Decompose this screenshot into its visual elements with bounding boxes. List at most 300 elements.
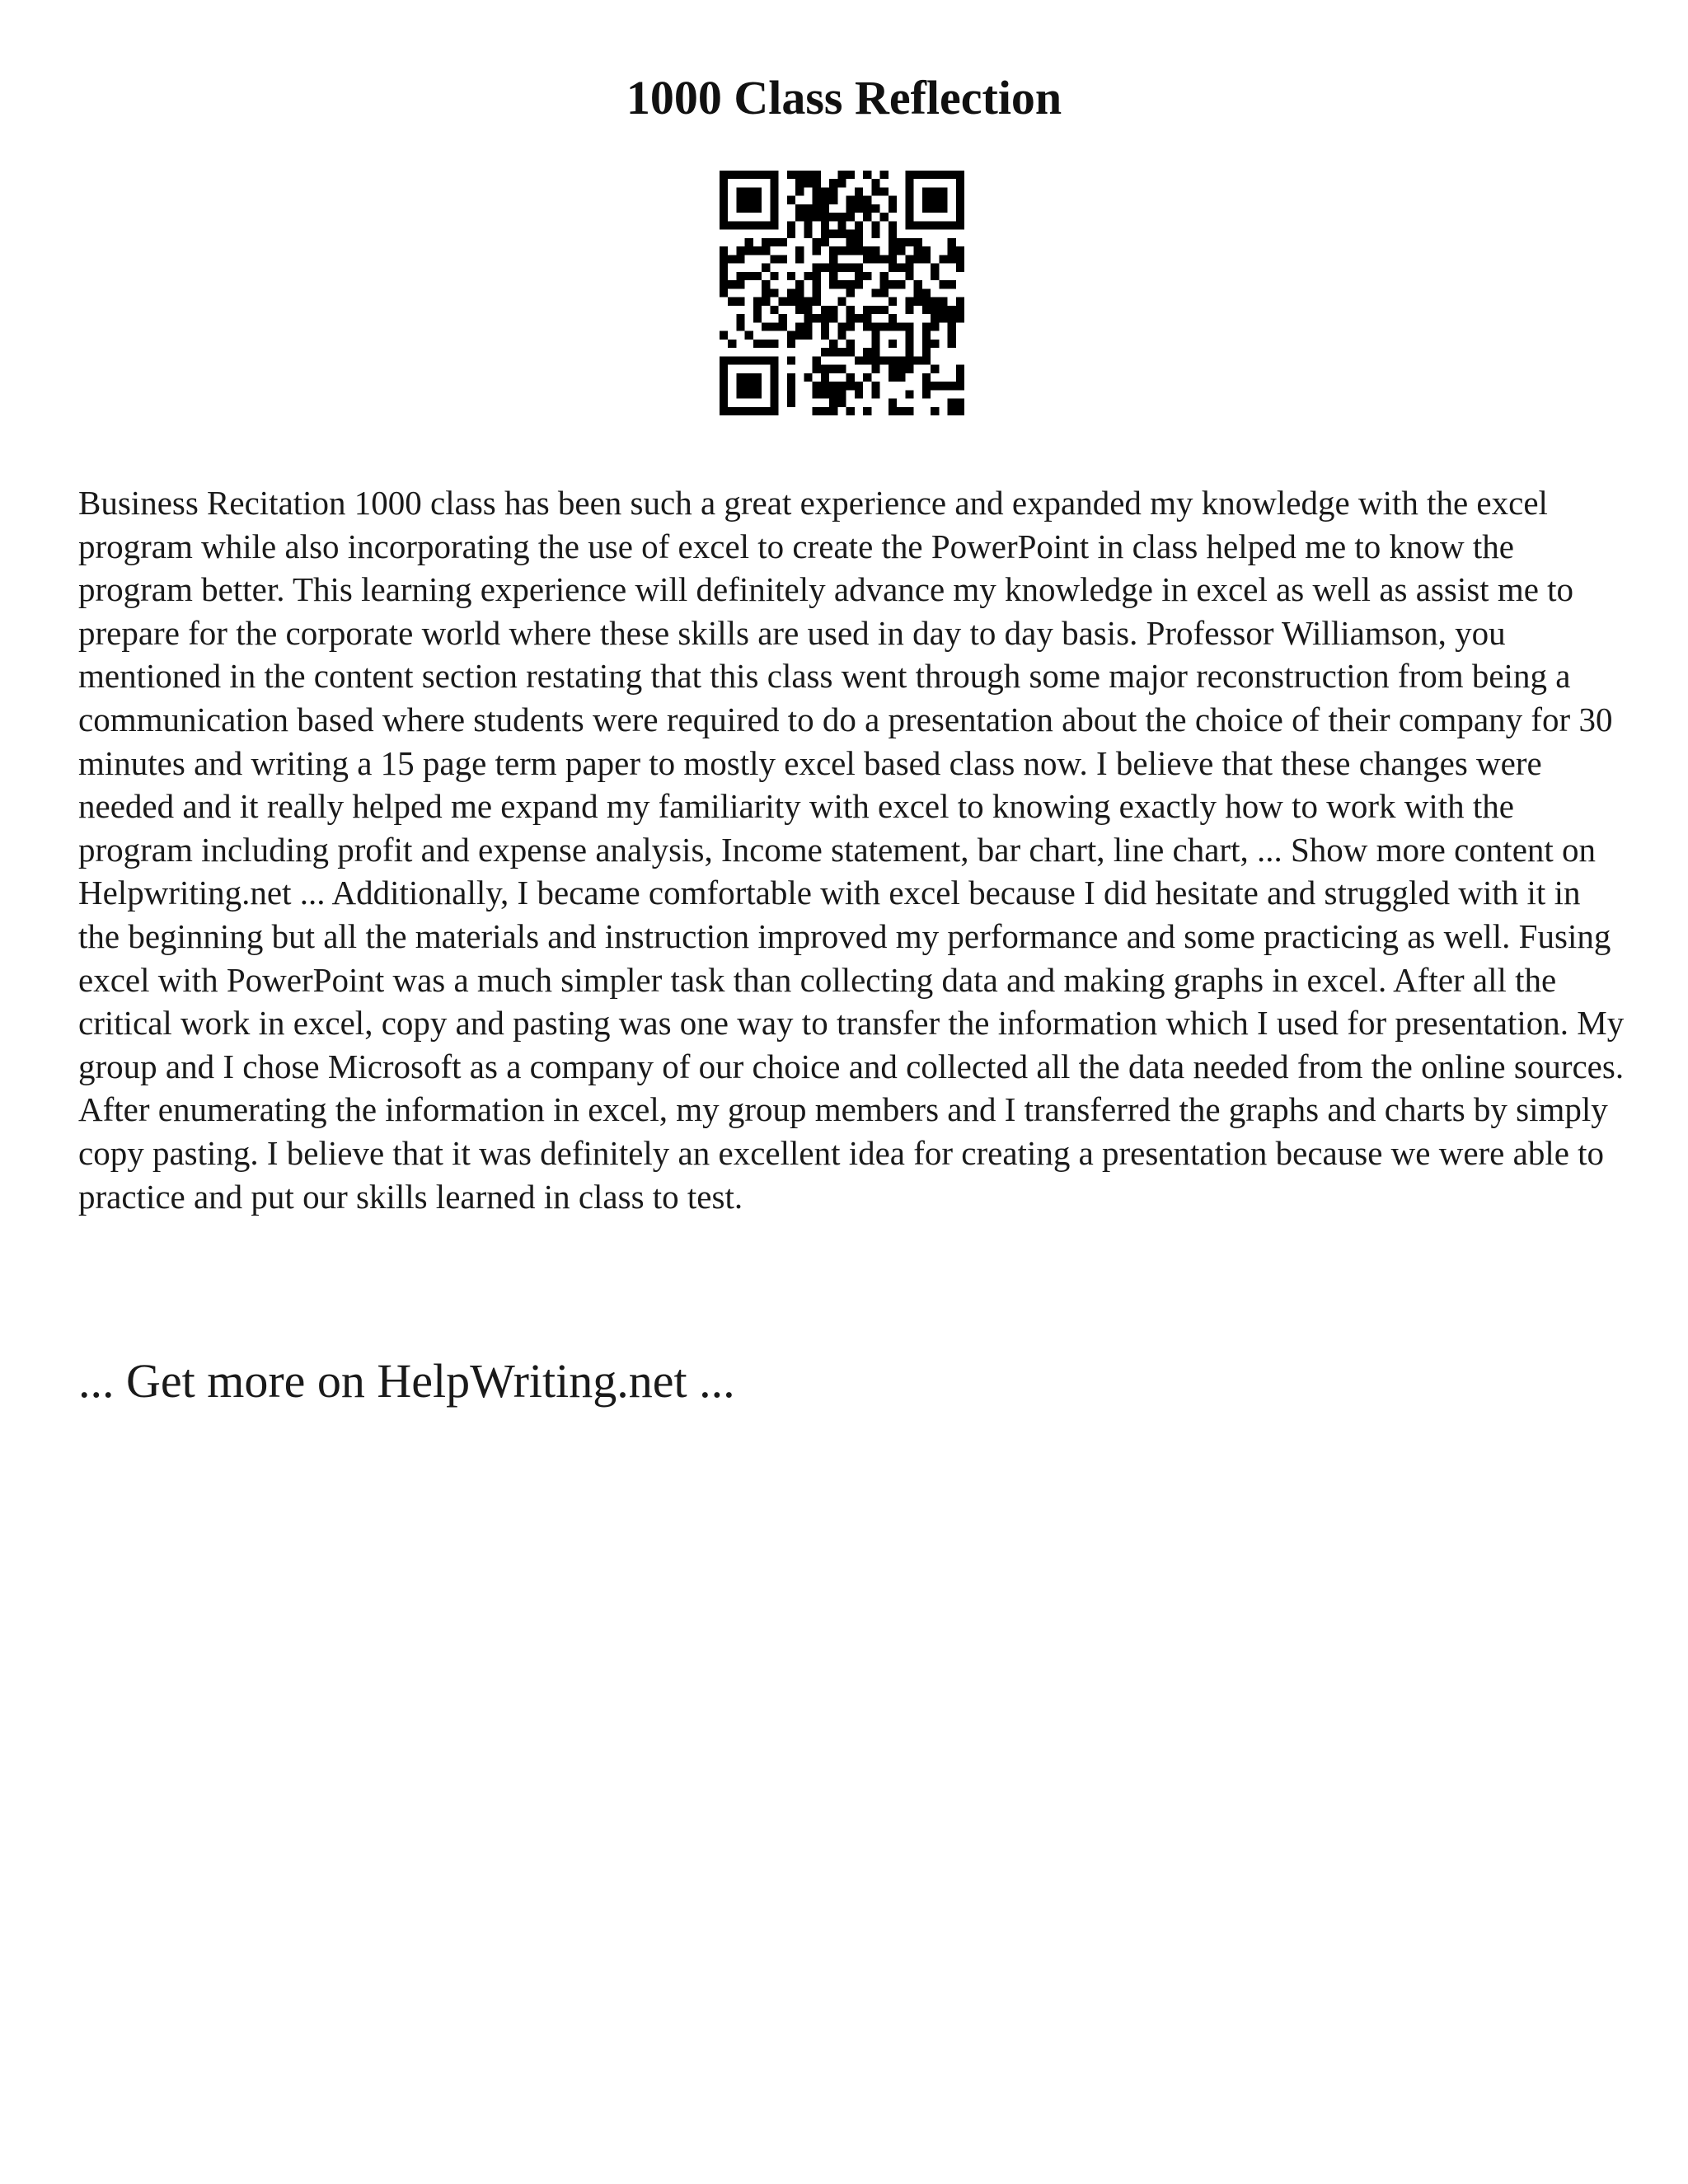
qr-module (948, 280, 956, 288)
qr-module (745, 246, 753, 255)
qr-module (745, 196, 753, 204)
qr-module (813, 407, 821, 415)
qr-module (889, 230, 897, 238)
qr-module (846, 204, 855, 213)
qr-module (770, 171, 778, 179)
qr-module (795, 298, 804, 306)
qr-module (931, 407, 939, 415)
qr-module (804, 298, 812, 306)
qr-module (905, 365, 913, 373)
qr-module (931, 171, 939, 179)
qr-module (880, 187, 889, 195)
qr-module (880, 288, 889, 297)
qr-module (889, 246, 897, 255)
qr-module (728, 171, 736, 179)
qr-module (804, 331, 812, 340)
qr-module (889, 407, 897, 415)
qr-module (770, 179, 778, 187)
qr-module (871, 340, 879, 348)
qr-module (813, 238, 821, 246)
qr-module (753, 272, 762, 280)
qr-module (770, 204, 778, 213)
qr-module (821, 322, 829, 330)
qr-module (922, 373, 931, 382)
qr-module (863, 171, 871, 179)
qr-module (821, 365, 829, 373)
qr-module (821, 306, 829, 314)
qr-module (804, 179, 812, 187)
qr-module (914, 288, 922, 297)
qr-module (846, 348, 855, 356)
qr-module (931, 221, 939, 229)
qr-module (880, 272, 889, 280)
qr-module (880, 171, 889, 179)
qr-module (837, 213, 846, 221)
qr-module (770, 356, 778, 364)
qr-module (795, 204, 804, 213)
qr-module (821, 373, 829, 382)
qr-module (939, 382, 947, 390)
qr-module (736, 298, 744, 306)
qr-module (863, 306, 871, 314)
qr-module (922, 306, 931, 314)
qr-module (931, 322, 939, 330)
qr-module (889, 298, 897, 306)
qr-module (762, 171, 770, 179)
qr-module (871, 365, 879, 373)
qr-module (855, 238, 863, 246)
qr-module (939, 298, 947, 306)
qr-module (863, 255, 871, 263)
qr-module (871, 204, 879, 213)
qr-module (905, 213, 913, 221)
qr-module (871, 331, 879, 340)
qr-module (914, 238, 922, 246)
qr-module (821, 382, 829, 390)
qr-module (880, 306, 889, 314)
qr-module (931, 187, 939, 195)
qr-module (863, 356, 871, 364)
qr-module (922, 340, 931, 348)
qr-module (922, 204, 931, 213)
qr-module (720, 179, 728, 187)
qr-module (736, 272, 744, 280)
qr-module (829, 382, 837, 390)
qr-module (813, 272, 821, 280)
qr-module (889, 196, 897, 204)
qr-module (939, 204, 947, 213)
qr-module (762, 340, 770, 348)
qr-module (787, 196, 795, 204)
qr-module (948, 340, 956, 348)
qr-module (922, 171, 931, 179)
qr-module (753, 221, 762, 229)
qr-module (905, 264, 913, 272)
qr-module (736, 356, 744, 364)
qr-module (745, 204, 753, 213)
qr-module (762, 356, 770, 364)
qr-module (948, 246, 956, 255)
qr-module (770, 322, 778, 330)
qr-module (939, 314, 947, 322)
qr-module (956, 306, 964, 314)
qr-module (871, 390, 879, 398)
qr-module (855, 390, 863, 398)
qr-module (931, 298, 939, 306)
qr-module (813, 204, 821, 213)
qr-module (897, 373, 905, 382)
qr-module (753, 298, 762, 306)
qr-module (745, 356, 753, 364)
get-more-link[interactable]: ... Get more on HelpWriting.net ... (78, 1354, 735, 1408)
qr-module (821, 314, 829, 322)
qr-code-icon (720, 171, 964, 415)
qr-module (922, 331, 931, 340)
qr-module (897, 356, 905, 364)
qr-module (720, 390, 728, 398)
qr-module (804, 306, 812, 314)
qr-module (905, 306, 913, 314)
qr-module (905, 255, 913, 263)
qr-module (770, 399, 778, 407)
qr-module (837, 171, 846, 179)
qr-module (922, 348, 931, 356)
qr-module (837, 331, 846, 340)
qr-module (931, 382, 939, 390)
qr-module (720, 187, 728, 195)
qr-module (804, 213, 812, 221)
qr-module (720, 407, 728, 415)
qr-module (837, 230, 846, 238)
qr-module (720, 196, 728, 204)
qr-module (813, 179, 821, 187)
qr-module (787, 298, 795, 306)
qr-module (855, 280, 863, 288)
qr-module (821, 390, 829, 398)
qr-module (846, 246, 855, 255)
qr-module (863, 314, 871, 322)
qr-module (871, 187, 879, 195)
qr-module (829, 230, 837, 238)
qr-module (804, 171, 812, 179)
qr-module (753, 187, 762, 195)
qr-module (846, 264, 855, 272)
qr-module (948, 221, 956, 229)
qr-module (922, 255, 931, 263)
qr-module (736, 187, 744, 195)
qr-module (804, 272, 812, 280)
qr-module (770, 306, 778, 314)
qr-module (956, 264, 964, 272)
qr-module (939, 196, 947, 204)
qr-module (795, 255, 804, 263)
qr-module (787, 230, 795, 238)
qr-module (720, 272, 728, 280)
qr-module (795, 288, 804, 297)
qr-module (770, 407, 778, 415)
qr-module (821, 407, 829, 415)
qr-module (846, 314, 855, 322)
qr-module (745, 331, 753, 340)
qr-module (762, 280, 770, 288)
qr-module (897, 280, 905, 288)
qr-module (745, 221, 753, 229)
qr-module (948, 382, 956, 390)
qr-module (855, 221, 863, 229)
qr-module (804, 230, 812, 238)
qr-module (795, 280, 804, 288)
qr-module (762, 322, 770, 330)
qr-module (905, 298, 913, 306)
qr-module (855, 246, 863, 255)
qr-module (720, 264, 728, 272)
qr-module (720, 331, 728, 340)
qr-module (889, 365, 897, 373)
qr-module (787, 390, 795, 398)
qr-module (880, 255, 889, 263)
qr-module (863, 196, 871, 204)
qr-module (779, 298, 787, 306)
qr-module (829, 272, 837, 280)
qr-module (770, 390, 778, 398)
qr-module (880, 356, 889, 364)
qr-module (720, 171, 728, 179)
qr-module (728, 298, 736, 306)
qr-module (829, 340, 837, 348)
qr-module (829, 179, 837, 187)
qr-module (922, 390, 931, 398)
qr-module (779, 255, 787, 263)
qr-module (787, 373, 795, 382)
qr-module (846, 171, 855, 179)
page-title: 1000 Class Reflection (626, 70, 1062, 124)
qr-module (880, 280, 889, 288)
qr-module (736, 407, 744, 415)
qr-module (837, 179, 846, 187)
qr-module (855, 196, 863, 204)
qr-module (745, 187, 753, 195)
qr-module (770, 187, 778, 195)
qr-module (813, 356, 821, 364)
qr-module (846, 280, 855, 288)
qr-module (914, 255, 922, 263)
qr-module (871, 255, 879, 263)
qr-module (762, 264, 770, 272)
qr-module (787, 171, 795, 179)
qr-module (855, 356, 863, 364)
qr-module (905, 340, 913, 348)
qr-module (948, 314, 956, 322)
qr-module (948, 322, 956, 330)
qr-module (728, 340, 736, 348)
qr-module (855, 314, 863, 322)
qr-module (871, 221, 879, 229)
qr-module (914, 356, 922, 364)
qr-module (813, 187, 821, 195)
qr-module (871, 322, 879, 330)
qr-module (753, 246, 762, 255)
qr-module (736, 196, 744, 204)
qr-module (905, 407, 913, 415)
qr-module (770, 288, 778, 297)
qr-module (762, 221, 770, 229)
qr-module (753, 306, 762, 314)
qr-module (948, 255, 956, 263)
qr-module (837, 280, 846, 288)
qr-module (837, 322, 846, 330)
qr-module (720, 373, 728, 382)
qr-module (728, 280, 736, 288)
qr-module (720, 288, 728, 297)
qr-module (956, 171, 964, 179)
qr-module (795, 331, 804, 340)
qr-module (821, 331, 829, 340)
qr-module (745, 373, 753, 382)
qr-module (821, 213, 829, 221)
qr-module (720, 365, 728, 373)
qr-module (728, 356, 736, 364)
qr-module (813, 264, 821, 272)
qr-module (837, 264, 846, 272)
qr-module (736, 204, 744, 213)
qr-module (939, 306, 947, 314)
qr-module (795, 322, 804, 330)
qr-module (897, 246, 905, 255)
qr-module (728, 255, 736, 263)
qr-module (889, 373, 897, 382)
qr-module (753, 390, 762, 398)
qr-module (871, 288, 879, 297)
qr-module (837, 246, 846, 255)
qr-module (948, 306, 956, 314)
qr-module (837, 399, 846, 407)
qr-module (855, 204, 863, 213)
qr-module (745, 390, 753, 398)
qr-module (889, 322, 897, 330)
qr-module (905, 187, 913, 195)
qr-module (914, 221, 922, 229)
body-paragraph: Business Recitation 1000 class has been such a great experience and expanded my knowledge with the excel program while also incorporating the use of excel to create the PowerPoint in class helped me to know the program better. This learning experience will definitely advance my knowledge in excel as well as assist me to prepare for the corporate world where these skills are used in day to day basis. Professor Williamson, you mentioned in the content section restating that this class went through some major reconstruction from being a communication based where students were required to do a presentation about the choice of their company for 30 minutes and writing a 15 page term paper to mostly excel based class now. I believe that these changes were needed and it really helped me expand my familiarity with excel to knowing exactly how to work with the program including profit and expense analysis, Income statement, bar chart, line chart, ... Show more content on Helpwriting.net ... Additionally, I became comfortable with excel because I did hesitate and struggled with it in the beginning but all the materials and instruction improved my performance and some practicing as well. Fusing excel with PowerPoint was a much simpler task than collecting data and making graphs in excel. After all the critical work in excel, copy and pasting was one way to transfer the information which I used for presentation. My group and I chose Microsoft as a company of our choice and collected all the data needed from the online sources. After enumerating the information in excel, my group members and I transferred the graphs and charts by simply copy pasting. I believe that it was definitely an excellent idea for creating a presentation because we were able to practice and put our skills learned in class to test. (78, 484, 1625, 1216)
qr-module (829, 407, 837, 415)
qr-module (787, 288, 795, 297)
qr-module (905, 179, 913, 187)
qr-module (863, 322, 871, 330)
qr-module (956, 407, 964, 415)
qr-module (753, 204, 762, 213)
qr-module (956, 399, 964, 407)
qr-module (855, 272, 863, 280)
qr-module (795, 187, 804, 195)
qr-module (804, 373, 812, 382)
qr-module (787, 356, 795, 364)
qr-module (813, 390, 821, 398)
qr-module (753, 407, 762, 415)
qr-module (948, 331, 956, 340)
qr-module (846, 407, 855, 415)
qr-module (804, 322, 812, 330)
qr-module (787, 221, 795, 229)
qr-module (720, 356, 728, 364)
qr-module (829, 196, 837, 204)
qr-module (871, 356, 879, 364)
qr-module (931, 272, 939, 280)
qr-module (720, 204, 728, 213)
qr-module (787, 272, 795, 280)
qr-module (897, 365, 905, 373)
qr-module (728, 221, 736, 229)
qr-module (813, 171, 821, 179)
qr-module (770, 221, 778, 229)
qr-module (720, 280, 728, 288)
qr-module (753, 382, 762, 390)
qr-module (829, 255, 837, 263)
qr-module (922, 246, 931, 255)
qr-module (889, 340, 897, 348)
qr-module (922, 288, 931, 297)
qr-module (787, 399, 795, 407)
qr-module (795, 213, 804, 221)
qr-module (855, 187, 863, 195)
qr-module (787, 340, 795, 348)
qr-module (821, 196, 829, 204)
qr-module (914, 280, 922, 288)
qr-module (922, 196, 931, 204)
qr-module (931, 264, 939, 272)
qr-module (956, 196, 964, 204)
qr-module (956, 255, 964, 263)
qr-module (922, 187, 931, 195)
qr-module (720, 221, 728, 229)
qr-module (813, 314, 821, 322)
qr-module (829, 246, 837, 255)
qr-module (905, 238, 913, 246)
qr-module (905, 322, 913, 330)
qr-module (762, 246, 770, 255)
qr-module (889, 356, 897, 364)
qr-module (880, 213, 889, 221)
qr-module (871, 246, 879, 255)
qr-module (871, 306, 879, 314)
qr-module (779, 314, 787, 322)
qr-module (736, 255, 744, 263)
qr-module (889, 238, 897, 246)
qr-module (837, 365, 846, 373)
qr-module (931, 204, 939, 213)
qr-module (956, 179, 964, 187)
qr-module (846, 288, 855, 297)
qr-module (837, 348, 846, 356)
qr-module (863, 373, 871, 382)
qr-module (939, 171, 947, 179)
qr-module (855, 264, 863, 272)
qr-module (846, 196, 855, 204)
qr-module (804, 221, 812, 229)
qr-module (821, 230, 829, 238)
qr-module (795, 246, 804, 255)
qr-module (795, 171, 804, 179)
qr-module (762, 288, 770, 297)
qr-module (889, 399, 897, 407)
qr-module (821, 187, 829, 195)
qr-module (770, 213, 778, 221)
qr-module (897, 264, 905, 272)
qr-module (753, 356, 762, 364)
qr-module (871, 348, 879, 356)
qr-module (813, 280, 821, 288)
qr-module (846, 373, 855, 382)
qr-module (889, 264, 897, 272)
qr-module (846, 322, 855, 330)
